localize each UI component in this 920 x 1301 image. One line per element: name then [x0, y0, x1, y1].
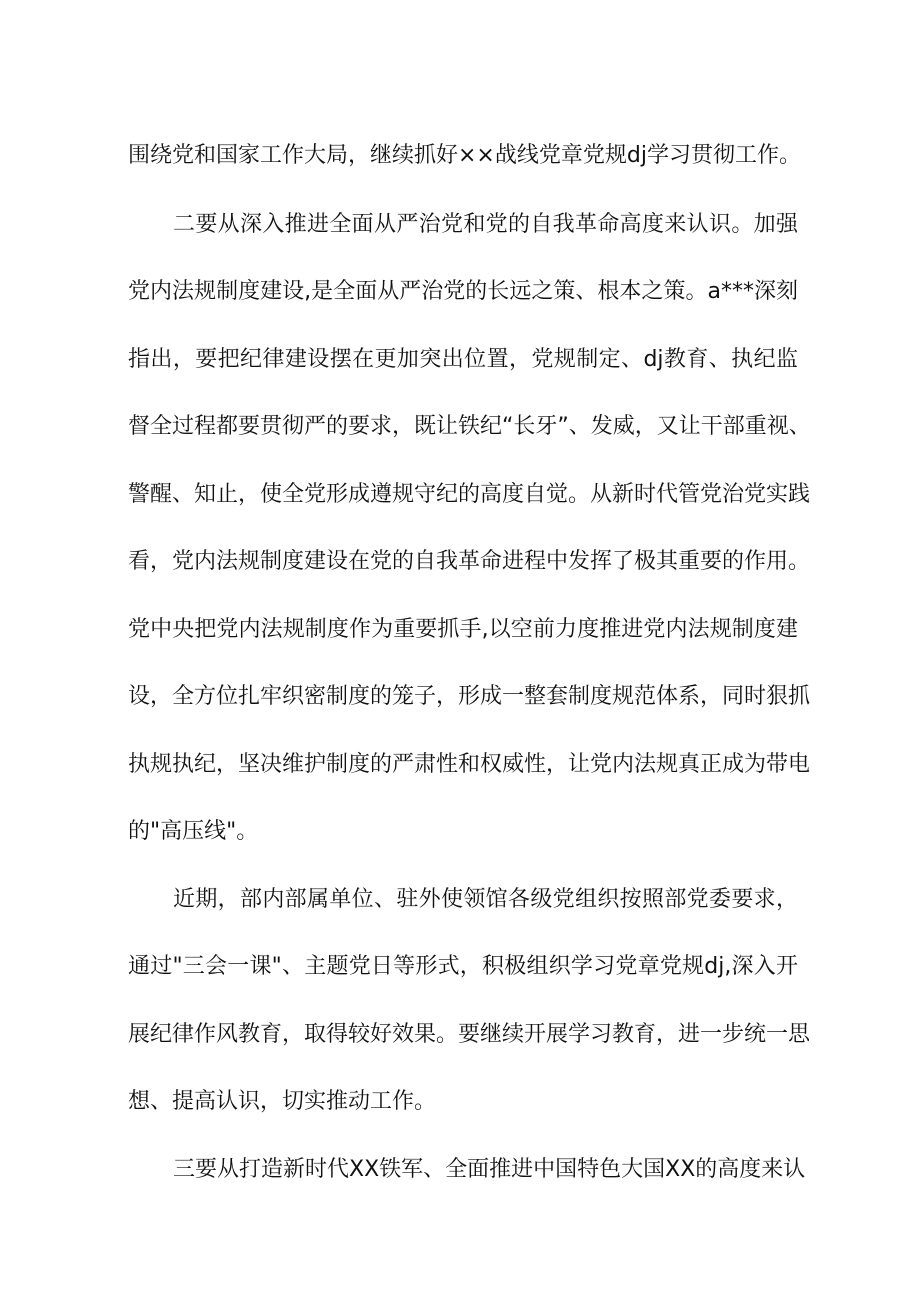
text-line: 党中央把党内法规制度作为重要抓手,以空前力度推进党内法规制度建: [128, 617, 798, 642]
text-line: 指出，要把纪律建设摆在更加突出位置，党规制定、dj教育、执纪监: [128, 347, 798, 372]
text-line: 想、提高认识，切实推动工作。: [128, 1089, 437, 1114]
text-line: 近期，部内部属单位、驻外使领馆各级党组织按照部党委要求，: [173, 887, 798, 912]
text-line: 展纪律作风教育，取得较好效果。要继续开展学习教育，进一步统一思: [128, 1022, 811, 1047]
text-line: 督全过程都要贯彻严的要求，既让铁纪“长牙”、发威，又让干部重视、: [128, 414, 811, 439]
text-line: 二要从深入推进全面从严治党和党的自我革命高度来认识。加强: [173, 212, 798, 237]
text-line: 党内法规制度建设,是全面从严治党的长远之策、根本之策。a***深刻: [128, 279, 798, 304]
text-line: 执规执纪，坚决维护制度的严肃性和权威性，让党内法规真正成为带电: [128, 752, 811, 777]
text-line: 设，全方位扎牢织密制度的笼子，形成一整套制度规范体系，同时狠抓: [128, 684, 811, 709]
text-line: 围绕党和国家工作大局，继续抓好××战线党章党规dj学习贯彻工作。: [128, 143, 801, 168]
text-line: 的"高压线"。: [128, 819, 259, 844]
text-line: 三要从打造新时代XX铁军、全面推进中国特色大国XX的高度来认: [173, 1157, 806, 1182]
text-line: 看，党内法规制度建设在党的自我革命进程中发挥了极其重要的作用。: [128, 549, 811, 574]
text-line: 通过"三会一课"、主题党日等形式，积极组织学习党章党规dj,深入开: [128, 954, 798, 979]
text-line: 警醒、知止，使全党形成遵规守纪的高度自觉。从新时代管党治党实践: [128, 482, 811, 507]
